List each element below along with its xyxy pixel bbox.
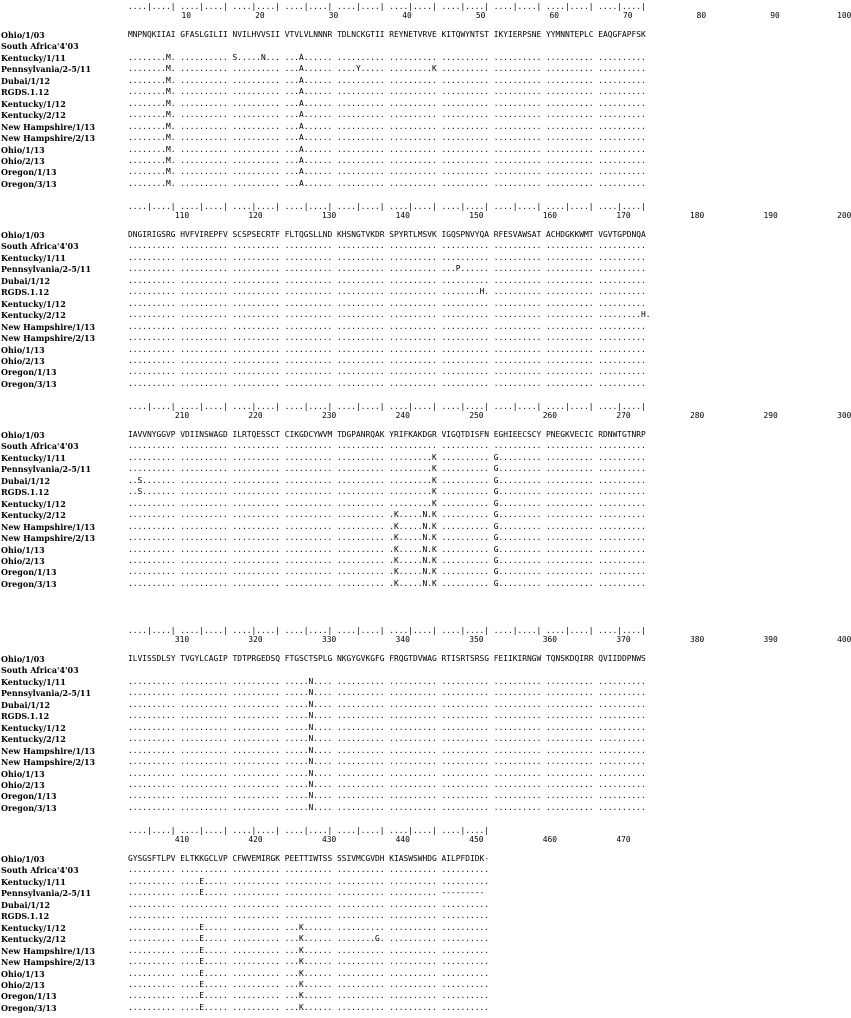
strain-name: Oregon/1/13 [1, 991, 57, 1002]
sequence-text: .......... .......... .......... .....N.... .......... .......... .......... .......... .......... .......... [128, 699, 646, 709]
position-number: 60 [549, 11, 559, 20]
position-number: 170 [616, 211, 631, 220]
position-number: 20 [255, 11, 265, 20]
strain-name: Dubai/1/12 [1, 899, 51, 910]
sequence-text: .......... .......... .......... .......... .......... .......... .......... .......... .......... .......... [128, 378, 646, 388]
strain-name: Dubai/1/12 [1, 275, 51, 286]
strain-name: Dubai/1/12 [1, 75, 51, 86]
sequence-text: .......... .......... .......... .....N.... .......... .......... .......... .......... .......... .......... [128, 711, 646, 721]
position-number: 100 [837, 11, 851, 20]
sequence-text: GYSGSFTLPV ELTKKGCLVP CFWVEMIRGK PEETTIWTSS SSIVMCGVDH KIASWSWHDG AILPFDIDK- [128, 854, 490, 863]
strain-name: South Africa'4'03 [1, 665, 79, 676]
position-number: 420 [248, 835, 263, 844]
sequence-text: .......... ....E..... .......... ...K...... .......... .......... .......... [128, 968, 490, 978]
position-number: 330 [322, 635, 337, 644]
strain-name: Kentucky/2/12 [1, 510, 66, 521]
sequence-text: .......... ....E..... .......... ...K...... .......... .......... .......... [128, 979, 490, 989]
sequence-text: ........M. .......... .......... ...A...... .......... .......... .......... .......... .......... .......... [128, 155, 646, 165]
strain-name: Kentucky/1/11 [1, 452, 66, 463]
strain-name: Kentucky/2/12 [1, 934, 66, 945]
strain-name: Oregon/3/13 [1, 578, 57, 589]
sequence-text: .......... ....E..... .......... ...K...... .......... .......... .......... [128, 991, 490, 1001]
strain-name: Dubai/1/12 [1, 475, 51, 486]
sequence-text: .......... .......... .......... .......... .......... .K.....N.K .......... G......... .......... .......... [128, 544, 646, 554]
sequence-text: .......... .......... .......... .......... .......... .......... ...P...... .......... .......... .......... [128, 264, 646, 274]
strain-name: Oregon/1/13 [1, 367, 57, 378]
position-number: 450 [469, 835, 484, 844]
position-number: 390 [763, 635, 778, 644]
sequence-text: .......... .......... .......... .......... .......... .K.....N.K .......... G......... .......... .......... [128, 510, 646, 520]
sequence-text: IAVVNYGGVP VDIINSWAGD ILRTQESSCT CIKGDCYWVM TDGPANRQAK YRIFKAKDGR VIGQTDISFN EGHIEECSCY PNEGKVECIC RDNWTGTNRP [128, 430, 646, 439]
strain-name: Ohio/1/13 [1, 968, 45, 979]
position-number: 260 [542, 411, 558, 420]
strain-name: Oregon/3/13 [1, 178, 57, 189]
position-number: 230 [322, 411, 337, 420]
sequence-text: .......... .......... .......... .......... .......... .K.....N.K .......... G......... .......... .......... [128, 578, 646, 588]
position-number: 400 [837, 635, 851, 644]
strain-name: Oregon/1/13 [1, 167, 57, 178]
position-number: 190 [763, 211, 778, 220]
position-number: 250 [469, 411, 484, 420]
position-number: 460 [542, 835, 558, 844]
strain-name: Pennsylvania/2-5/11 [1, 688, 92, 699]
position-number: 350 [469, 635, 484, 644]
position-ruler: ....|....| ....|....| ....|....| ....|....| ....|....| ....|....| ....|....| ....|....| ....|....| ....|....| [128, 402, 646, 411]
sequence-text: ........M. .......... .......... ...A...... ....Y..... .........K .......... .......... .......... .......... [128, 64, 646, 74]
sequence-text: .......... .......... .......... .....N.... .......... .......... .......... .......... .......... .......... [128, 768, 646, 778]
position-number: 90 [770, 11, 780, 20]
sequence-text: .......... .......... .......... .....N.... .......... .......... .......... .......... .......... .......... [128, 791, 646, 801]
sequence-text: ........M. .......... .......... ...A...... .......... .......... .......... .......... .......... .......... [128, 144, 646, 154]
sequence-text: .......... .......... .......... .......... .......... .......... .......... .......... .......... .......... [128, 441, 646, 451]
position-number: 160 [542, 211, 558, 220]
strain-name: Kentucky/1/11 [1, 676, 66, 687]
alignment-block [0, 202, 851, 394]
sequence-text: .......... .......... .......... .....N.... .......... .......... .......... .......... .......... .......... [128, 802, 646, 812]
alignment-block [0, 402, 851, 594]
sequence-text: ..S....... .......... .......... .......... .......... .........K .......... G......... .......... .......... [128, 487, 646, 497]
strain-name: Dubai/1/12 [1, 699, 51, 710]
strain-name: Ohio/1/03 [1, 430, 45, 440]
sequence-text: ........M. .......... .......... ...A...... .......... .......... .......... .......... .......... .......... [128, 121, 646, 131]
strain-name: Ohio/1/03 [1, 854, 45, 864]
strain-name: New Hampshire/2/13 [1, 133, 96, 144]
sequence-text: .......... ....E..... .......... ...K...... .......... .......... .......... [128, 1002, 490, 1012]
position-number: 300 [837, 411, 851, 420]
strain-name: Pennsylvania/2-5/11 [1, 888, 92, 899]
sequence-text: .......... .......... .......... .......... .......... .......... .......... .......... .......... .......... [128, 241, 646, 251]
sequence-text: .......... .......... .......... .......... .......... .......... .......... [128, 865, 490, 875]
strain-name: New Hampshire/2/13 [1, 957, 96, 968]
alignment-block [0, 626, 851, 818]
strain-name: Pennsylvania/2-5/11 [1, 464, 92, 475]
position-number: 310 [174, 635, 190, 644]
strain-name: Oregon/1/13 [1, 791, 57, 802]
sequence-text: .......... .......... .......... .......... .......... .......... .......... .......... .......... .......... [128, 275, 646, 285]
position-number: 380 [689, 635, 705, 644]
strain-name: Kentucky/1/12 [1, 298, 66, 309]
strain-name: Oregon/3/13 [1, 802, 57, 813]
position-number: 140 [395, 211, 410, 220]
strain-name: Ohio/1/03 [1, 230, 45, 240]
sequence-text: .......... .......... .......... .......... .......... .K.....N.K .......... G......... .......... .......... [128, 533, 646, 543]
position-number: 180 [689, 211, 705, 220]
sequence-text: .......... ....E..... .......... .......... .......... .......... --------- [128, 888, 485, 898]
sequence-text: .......... ....E..... .......... .......... .......... .......... .......... [128, 876, 490, 886]
sequence-text: .......... ....E..... .......... ...K...... .......... .......... .......... [128, 922, 490, 932]
strain-name: RGDS.1.12 [1, 487, 50, 498]
strain-name: RGDS.1.12 [1, 911, 50, 922]
sequence-text: .......... .......... .......... .......... .......... .......... .......... .......... .......... .......... [128, 333, 646, 343]
strain-name: Pennsylvania/2-5/11 [1, 264, 92, 275]
strain-name: Kentucky/1/12 [1, 498, 66, 509]
position-number: 120 [248, 211, 263, 220]
position-number: 370 [616, 635, 631, 644]
strain-name: Ohio/1/13 [1, 768, 45, 779]
strain-name: New Hampshire/2/13 [1, 533, 96, 544]
sequence-text: .......... .......... .......... .......... .......... .......... .......... .......... .......... .......... [128, 252, 646, 262]
strain-name: Oregon/1/13 [1, 567, 57, 578]
sequence-text: .......... .......... .......... .......... .......... .......... .......... .......... .......... .......... [128, 298, 646, 308]
sequence-text: .......... .......... .......... .......... .......... .......... .......... [128, 911, 490, 921]
strain-name: Ohio/2/13 [1, 555, 45, 566]
strain-name: Kentucky/2/12 [1, 734, 66, 745]
position-number: 280 [689, 411, 705, 420]
position-number: 110 [174, 211, 190, 220]
sequence-text: DNGIRIGSRG HVFVIREPFV SCSPSECRTF FLTQGSLLND KHSNGTVKDR SPYRTLMSVK IGQSPNVYQA RFESVAWSAT ACHDGKKWMT VGVTGPDNQA [128, 230, 646, 239]
sequence-text: .......... .......... .......... .....N.... .......... .......... .......... .......... .......... .......... [128, 757, 646, 767]
position-number: 320 [248, 635, 263, 644]
sequence-text: .......... .......... .......... .......... .......... .......... .......... .......... .......... .......... [128, 321, 646, 331]
position-ruler: ....|....| ....|....| ....|....| ....|....| ....|....| ....|....| ....|....| ....|....| ....|....| ....|....| [128, 202, 646, 211]
strain-name: South Africa'4'03 [1, 865, 79, 876]
strain-name: New Hampshire/1/13 [1, 521, 96, 532]
sequence-text: .......... .......... .......... .......... .......... .K.....N.K .......... G......... .......... .......... [128, 521, 646, 531]
position-number: 40 [402, 11, 412, 20]
strain-name: New Hampshire/1/13 [1, 745, 96, 756]
sequence-text: .......... .......... .......... .....N.... .......... .......... .......... .......... .......... .......... [128, 688, 646, 698]
position-number: 430 [322, 835, 337, 844]
strain-name: Oregon/3/13 [1, 378, 57, 389]
sequence-text: .......... .......... .......... .....N.... .......... .......... .......... .......... .......... .......... [128, 734, 646, 744]
position-number: 30 [328, 11, 339, 20]
sequence-text: ..S....... .......... .......... .......... .......... .........K .......... G......... .......... .......... [128, 475, 646, 485]
sequence-text: .......... .......... .......... .......... .......... .........K .......... G......... .......... .......... [128, 498, 646, 508]
sequence-text: .......... .......... .......... .......... .......... .......... ........H. .......... .......... .......... [128, 287, 646, 297]
strain-name: South Africa'4'03 [1, 241, 79, 252]
sequence-text: .......... ....E..... .......... ...K...... .......... .......... .......... [128, 957, 490, 967]
strain-name: RGDS.1.12 [1, 711, 50, 722]
sequence-text: ........M. .......... S.....N... ...A...... .......... .......... .......... .......... .......... .......... [128, 52, 646, 62]
alignment-block [0, 826, 774, 1018]
position-number: 440 [395, 835, 410, 844]
strain-name: Ohio/2/13 [1, 155, 45, 166]
position-number: 220 [248, 411, 263, 420]
position-number: 470 [616, 835, 631, 844]
strain-name: Kentucky/1/11 [1, 252, 66, 263]
position-number: 290 [763, 411, 778, 420]
sequence-text: .......... .......... .......... .....N.... .......... .......... .......... .......... .......... .......... [128, 779, 646, 789]
sequence-text: .......... ....E..... .......... ...K...... ........G. .......... .......... [128, 934, 490, 944]
strain-name: Ohio/1/13 [1, 344, 45, 355]
sequence-text: .......... .......... .......... .....N.... .......... .......... .......... .......... .......... .......... [128, 745, 646, 755]
strain-name: Kentucky/1/12 [1, 98, 66, 109]
position-ruler: ....|....| ....|....| ....|....| ....|....| ....|....| ....|....| ....|....| ....|....| ....|....| ....|....| [128, 2, 646, 11]
strain-name: Ohio/2/13 [1, 355, 45, 366]
sequence-text: ILVISSDLSY TVGYLCAGIP TDTPRGEDSQ FTGSCTSPLG NKGYGVKGFG FRQGTDVWAG RTISRTSRSG FEIIKIRNGW TQNSKDQIRR QVIIDDPNWS [128, 654, 646, 663]
sequence-text: .......... .......... .......... .....N.... .......... .......... .......... .......... .......... .......... [128, 676, 646, 686]
strain-name: Kentucky/2/12 [1, 310, 66, 321]
strain-name: New Hampshire/2/13 [1, 333, 96, 344]
sequence-text: .......... .......... .......... .......... .......... .......... .......... .......... .......... .......... [128, 367, 646, 377]
position-number: 210 [174, 411, 190, 420]
strain-name: Ohio/1/03 [1, 654, 45, 664]
sequence-text: .......... .......... .......... .......... .......... .........K .......... G......... .......... .......... [128, 464, 646, 474]
position-number: 50 [475, 11, 486, 20]
strain-name: Ohio/1/13 [1, 144, 45, 155]
position-number: 150 [469, 211, 484, 220]
position-number: 200 [837, 211, 851, 220]
strain-name: Kentucky/1/11 [1, 52, 66, 63]
sequence-text: .......... .......... .......... .......... .......... .........K .......... G......... .......... .......... [128, 452, 646, 462]
strain-name: New Hampshire/2/13 [1, 757, 96, 768]
sequence-text: .......... .......... .......... .......... .......... .......... .......... .......... .......... .........H. [128, 310, 651, 320]
sequence-text: ........M. .......... .......... ...A...... .......... .......... .......... .......... .......... .......... [128, 75, 646, 85]
position-number: 360 [542, 635, 558, 644]
strain-name: New Hampshire/1/13 [1, 321, 96, 332]
strain-name: New Hampshire/1/13 [1, 945, 96, 956]
strain-name: RGDS.1.12 [1, 287, 50, 298]
sequence-text: ........M. .......... .......... ...A...... .......... .......... .......... .......... .......... .......... [128, 98, 646, 108]
position-number: 130 [322, 211, 337, 220]
strain-name: Kentucky/2/12 [1, 110, 66, 121]
strain-name: Pennsylvania/2-5/11 [1, 64, 92, 75]
sequence-text: .......... .......... .......... .......... .......... .......... .......... [128, 899, 490, 909]
sequence-text: MNPNQKIIAI GFASLGILII NVILHVVSII VTVLVLNNNR TDLNCKGTII REYNETVRVE KITQWYNTST IKYIERPSNE YYMNNTEPLC EAQGFAPFSK [128, 30, 646, 39]
position-number: 340 [395, 635, 410, 644]
strain-name: Ohio/2/13 [1, 779, 45, 790]
strain-name: Kentucky/1/12 [1, 722, 66, 733]
strain-name: Kentucky/1/12 [1, 922, 66, 933]
position-number: 240 [395, 411, 410, 420]
strain-name: Oregon/3/13 [1, 1002, 57, 1013]
sequence-text: .......... .......... .......... .......... .......... .K.....N.K .......... G......... .......... .......... [128, 567, 646, 577]
strain-name: Kentucky/1/11 [1, 876, 66, 887]
sequence-text: .......... .......... .......... .....N.... .......... .......... .......... .......... .......... .......... [128, 722, 646, 732]
sequence-text: .......... .......... .......... .......... .......... .......... .......... .......... .......... .......... [128, 355, 646, 365]
sequence-text: ........M. .......... .......... ...A...... .......... .......... .......... .......... .......... .......... [128, 133, 646, 143]
position-number: 10 [181, 11, 192, 20]
sequence-text: ........M. .......... .......... ...A...... .......... .......... .......... .......... .......... .......... [128, 110, 646, 120]
sequence-text: .......... ....E..... .......... ...K...... .......... .......... .......... [128, 945, 490, 955]
strain-name: Ohio/1/13 [1, 544, 45, 555]
strain-name: New Hampshire/1/13 [1, 121, 96, 132]
position-ruler: ....|....| ....|....| ....|....| ....|....| ....|....| ....|....| ....|....| ....|....| ....|....| ....|....| [128, 626, 646, 635]
alignment-block [0, 2, 851, 194]
position-number: 270 [616, 411, 631, 420]
strain-name: South Africa'4'03 [1, 41, 79, 52]
sequence-text: .......... .......... .......... .......... .......... .......... .......... .......... .......... .......... [128, 344, 646, 354]
position-number: 70 [623, 11, 633, 20]
sequence-text: ........M. .......... .......... ...A...... .......... .......... .......... .......... .......... .......... [128, 167, 646, 177]
position-number: 410 [174, 835, 190, 844]
strain-name: South Africa'4'03 [1, 441, 79, 452]
sequence-text: .......... .......... .......... .......... .......... .K.....N.K .......... G......... .......... .......... [128, 555, 646, 565]
strain-name: RGDS.1.12 [1, 87, 50, 98]
strain-name: Ohio/1/03 [1, 30, 45, 40]
position-number: 80 [696, 11, 707, 20]
strain-name: Ohio/2/13 [1, 979, 45, 990]
sequence-text: ........M. .......... .......... ...A...... .......... .......... .......... .......... .......... .......... [128, 178, 646, 188]
sequence-text: ........M. .......... .......... ...A...... .......... .......... .......... .......... .......... .......... [128, 87, 646, 97]
position-ruler: ....|....| ....|....| ....|....| ....|....| ....|....| ....|....| ....|....| [128, 826, 490, 835]
